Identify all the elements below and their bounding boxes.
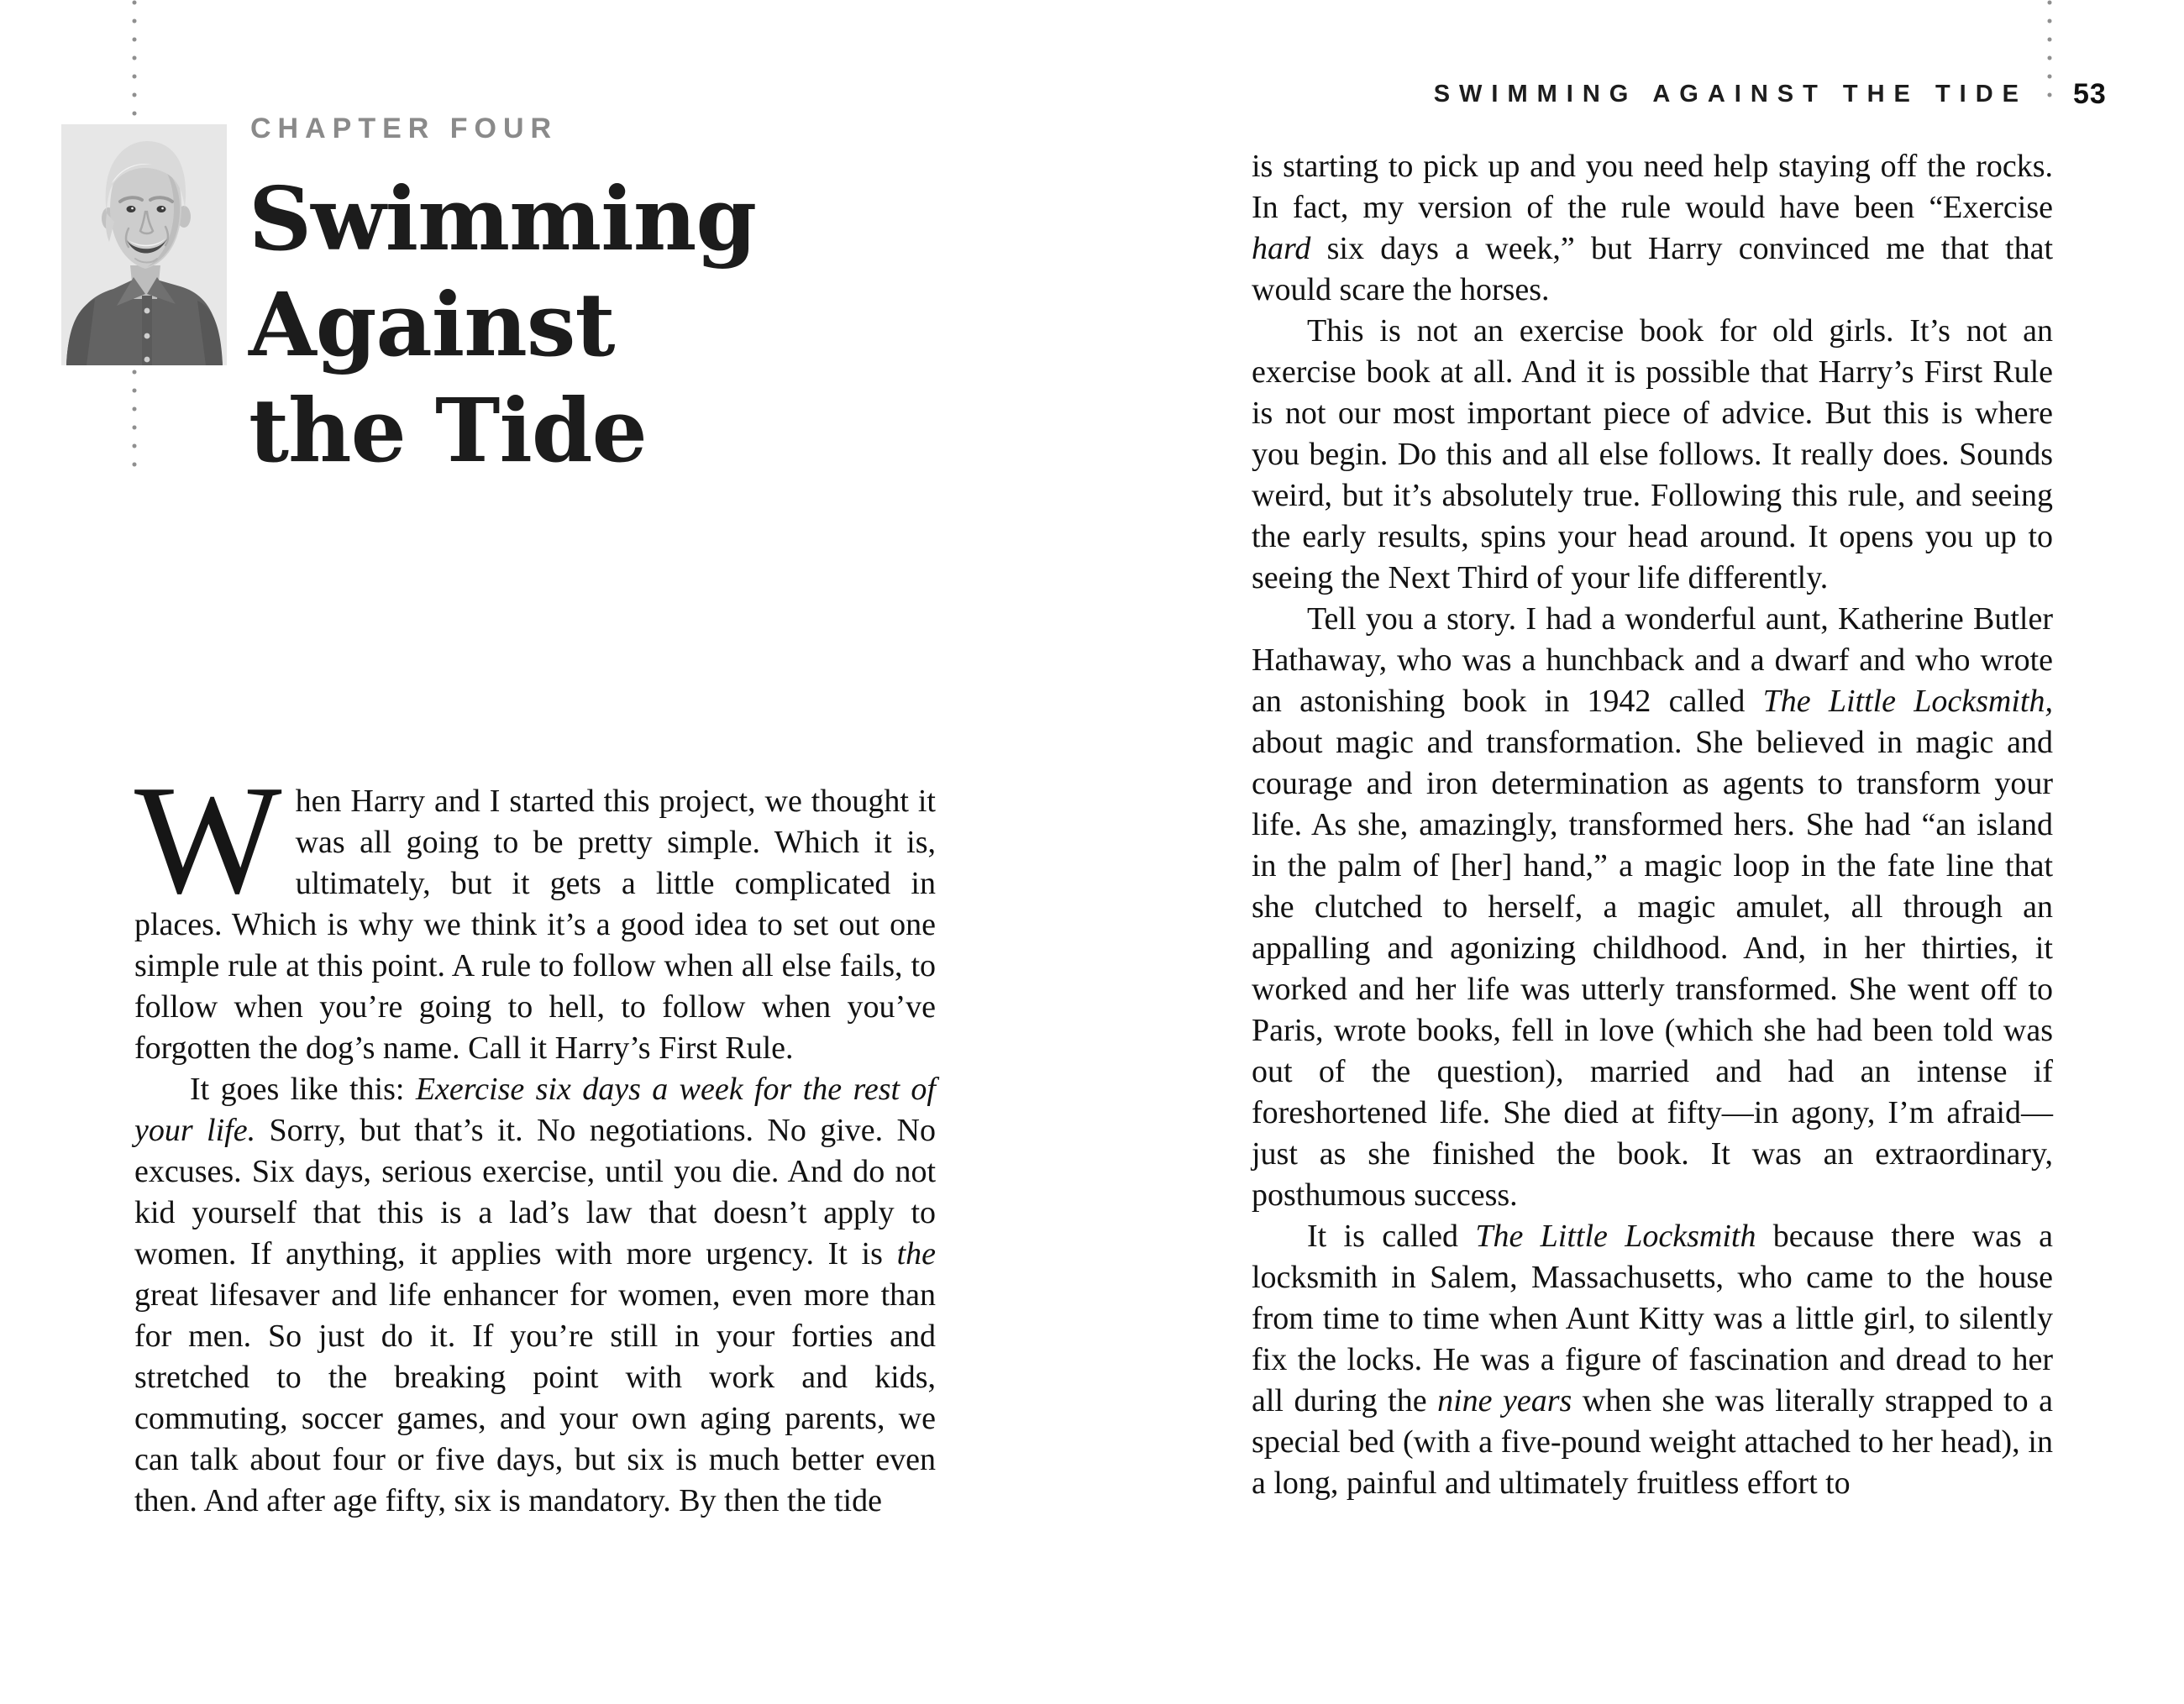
- author-photo: [61, 124, 227, 365]
- body-paragraph: [134, 753, 936, 1069]
- body-paragraph: [1252, 1216, 2053, 1504]
- body-text: great lifesaver and life enhancer for women, even more than for men. So just do it. If you’re still in your forties and stretched to the breaking point with work and kids, commuting, soccer games, and your own aging parents, we can talk about four or five days, but six is much better even then. And after age fifty, six is mandatory. By then the tide: [134, 1277, 936, 1518]
- body-text: about magic and transformation. She believed in magic and courage and iron determination as agents to transform your life. As she, amazingly, transformed hers. She had “an island in the palm of [her] hand,” a magic loop in the fate line that she clutched to herself, a magic amulet, all through an appalling and agonizing childhood. And, in her thirties, it worked and her life was utterly transformed. She went off to Paris, wrote books, fell in love (which she had been told was out of the question), married and had an intense if foreshortened life. She died at fifty—in agony, I’m afraid—just as she finished the book. It was an extraordinary, posthumous success.: [1252, 725, 2053, 1213]
- running-header: SWIMMING AGAINST THE TIDE: [1433, 81, 2028, 107]
- body-text: It is called: [1307, 1219, 1476, 1254]
- chapter-title: [249, 166, 756, 484]
- author-photo-illustration: [61, 124, 227, 365]
- chapter-title-line-1: Swimming: [249, 167, 757, 270]
- header-dotted-rule: [2047, 0, 2052, 111]
- body-paragraph: [134, 1069, 936, 1522]
- left-page-text-column: [134, 753, 936, 1522]
- italic-text: nine years: [1437, 1383, 1572, 1418]
- italic-text: The Little Locksmith: [1475, 1219, 1756, 1254]
- chapter-title-line-3: the Tide: [249, 379, 647, 482]
- body-text: when she was literally strapped to a special bed (with a five-pound weight attached to her head), in a long, painful and ultimately fruitless effort to: [1252, 1383, 2054, 1501]
- right-page-text-column: [1252, 146, 2053, 1504]
- body-paragraph: [1252, 146, 2053, 311]
- body-text: Tell you a story. I had a wonderful aunt, Katherine Butler Hathaway, who was a hunchback and a dwarf and who wrote an astonishing book in 1942 called: [1252, 601, 2053, 719]
- body-text: It goes like this:: [190, 1072, 416, 1107]
- chapter-title-line-2: Against: [249, 273, 615, 376]
- italic-text: hard: [1252, 231, 1311, 266]
- body-text: because there was a locksmith in Salem, Massachusetts, who came to the house from time to time when Aunt Kitty was a little girl, to silently fix the locks. He was a figure of fascination and dread to her all during the: [1252, 1219, 2053, 1418]
- body-text: This is not an exercise book for old girls. It’s not an exercise book at all. And it is possible that Harry’s First Rule is not our most important piece of advice. But this is where you begin. Do this and all else follows. It really does. Sounds weird, but it’s absolutely true. Following this rule, and seeing the early results, spins your head around. It opens you up to seeing the Next Third of your life differently.: [1252, 313, 2053, 595]
- page-number: 53: [2073, 78, 2107, 110]
- body-text: hen Harry and I started this project, we thought it was all going to be pretty simple. Which it is, ultimately, but it gets a little complicated in places. Which is why we think it’s a good idea to set out one simple rule at this point. A rule to follow when all else fails, to follow when you’re going to hell, to follow when you’ve forgotten the dog’s name. Call it Harry’s First Rule.: [134, 784, 936, 1066]
- chapter-label: CHAPTER FOUR: [250, 113, 559, 144]
- italic-text: Exercise six days a week for the rest of your life.: [134, 1072, 936, 1148]
- body-text: Sorry, but that’s it. No negotiations. No give. No excuses. Six days, serious exercise, until you die. And do not kid yourself that this is a lad’s law that doesn’t apply to women. If anything, it applies with more urgency. It is: [134, 1113, 936, 1271]
- body-text: is starting to pick up and you need help staying off the rocks. In fact, my version of the rule would have been “Exercise: [1252, 149, 2053, 225]
- drop-cap: W: [134, 753, 282, 926]
- body-text: six days a week,” but Harry convinced me that that would scare the horses.: [1252, 231, 2053, 307]
- body-paragraph: [1252, 311, 2053, 599]
- body-paragraph: [1252, 599, 2053, 1216]
- italic-text: The Little Locksmith,: [1762, 684, 2053, 719]
- italic-text: the: [896, 1236, 936, 1271]
